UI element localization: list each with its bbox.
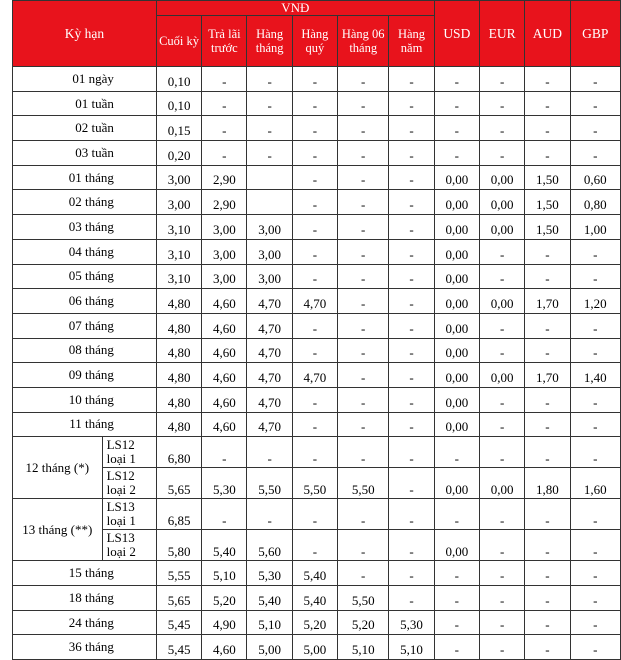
rate-cell: - — [247, 499, 292, 530]
rate-cell: - — [525, 586, 570, 611]
rate-cell: - — [247, 116, 292, 141]
rate-cell: - — [479, 91, 524, 116]
rate-cell: - — [570, 561, 620, 586]
rate-cell: 4,70 — [292, 289, 337, 314]
table-row — [13, 468, 621, 499]
rate-cell: 6,80 — [156, 437, 201, 468]
rate-cell: 1,50 — [525, 190, 570, 215]
rate-cell: - — [202, 116, 247, 141]
rate-cell: - — [389, 412, 434, 437]
rate-cell: - — [570, 264, 620, 289]
term-label: 07 tháng — [13, 313, 157, 338]
term-label: 10 tháng — [13, 387, 157, 412]
rate-cell: 4,80 — [156, 363, 201, 388]
rate-cell: - — [389, 215, 434, 240]
rate-cell: 5,40 — [292, 586, 337, 611]
rate-cell — [247, 190, 292, 215]
rate-cell: - — [525, 239, 570, 264]
rate-cell: 0,00 — [434, 363, 479, 388]
rate-cell: 4,80 — [156, 387, 201, 412]
table-row — [13, 141, 621, 166]
rate-cell: - — [202, 141, 247, 166]
rate-cell: 0,00 — [434, 338, 479, 363]
rate-cell: - — [479, 116, 524, 141]
rate-cell: - — [525, 313, 570, 338]
rate-cell: - — [292, 215, 337, 240]
rate-cell: 0,00 — [434, 313, 479, 338]
rate-cell: - — [525, 67, 570, 92]
table-row — [13, 116, 621, 141]
rate-cell: 0,10 — [156, 67, 201, 92]
rate-cell: 5,45 — [156, 610, 201, 635]
rate-cell: - — [202, 67, 247, 92]
rate-cell: - — [570, 313, 620, 338]
rate-cell: 5,30 — [202, 468, 247, 499]
rate-cell: - — [479, 561, 524, 586]
rate-cell: 1,80 — [525, 468, 570, 499]
rate-cell: 1,50 — [525, 165, 570, 190]
rate-cell: - — [525, 610, 570, 635]
rate-cell: - — [338, 165, 389, 190]
table-row — [13, 363, 621, 388]
rate-cell: 3,10 — [156, 239, 201, 264]
sub-term-label: LS12 loại 2 — [102, 468, 156, 499]
rate-cell: 5,10 — [338, 635, 389, 660]
rate-cell: 3,10 — [156, 264, 201, 289]
rate-cell: - — [389, 141, 434, 166]
rate-cell: 1,50 — [525, 215, 570, 240]
rate-cell: 0,00 — [434, 239, 479, 264]
rate-cell: 3,00 — [202, 264, 247, 289]
rate-cell: - — [338, 530, 389, 561]
rate-cell: - — [389, 561, 434, 586]
term-label: 08 tháng — [13, 338, 157, 363]
rate-cell: - — [389, 468, 434, 499]
rate-cell: 4,60 — [202, 289, 247, 314]
rate-cell: - — [292, 165, 337, 190]
rate-cell: - — [292, 313, 337, 338]
term-label: 18 tháng — [13, 586, 157, 611]
interest-rate-table — [12, 0, 621, 660]
rate-cell: 1,70 — [525, 289, 570, 314]
table-row — [13, 165, 621, 190]
rate-cell: - — [434, 635, 479, 660]
rate-cell: - — [247, 141, 292, 166]
rate-cell: 4,60 — [202, 412, 247, 437]
rate-cell: 4,70 — [247, 313, 292, 338]
rate-cell: - — [434, 141, 479, 166]
rate-cell: 5,50 — [338, 586, 389, 611]
table-row — [13, 499, 621, 530]
table-row — [13, 67, 621, 92]
rate-cell: 1,40 — [570, 363, 620, 388]
rate-cell: - — [389, 313, 434, 338]
table-row — [13, 289, 621, 314]
header-aud: AUD — [525, 1, 570, 67]
term-label: 09 tháng — [13, 363, 157, 388]
rate-cell: - — [525, 635, 570, 660]
sub-term-label: LS12 loại 1 — [102, 437, 156, 468]
rate-cell: 0,00 — [434, 412, 479, 437]
header-semiannual: Hàng 06 tháng — [338, 16, 389, 67]
rate-cell: - — [292, 239, 337, 264]
rate-cell: 4,70 — [247, 387, 292, 412]
rate-cell: 4,80 — [156, 412, 201, 437]
rate-cell: 5,30 — [389, 610, 434, 635]
rate-cell: - — [389, 116, 434, 141]
rate-cell: - — [479, 530, 524, 561]
table-row — [13, 239, 621, 264]
rate-cell: - — [338, 91, 389, 116]
header-term: Kỳ hạn — [13, 1, 157, 67]
rate-cell: 0,00 — [434, 165, 479, 190]
rate-cell: - — [389, 165, 434, 190]
rate-cell: - — [292, 91, 337, 116]
rate-cell: - — [570, 67, 620, 92]
rate-cell: 4,70 — [247, 289, 292, 314]
rate-cell: 3,00 — [247, 239, 292, 264]
term-label: 36 tháng — [13, 635, 157, 660]
rate-cell: 0,00 — [434, 264, 479, 289]
rate-cell: 0,00 — [434, 468, 479, 499]
term-label: 03 tuần — [13, 141, 157, 166]
rate-cell: - — [338, 190, 389, 215]
rate-cell: - — [389, 387, 434, 412]
rate-cell: - — [479, 313, 524, 338]
rate-cell: - — [202, 499, 247, 530]
rate-cell: - — [338, 289, 389, 314]
rate-cell: 2,90 — [202, 165, 247, 190]
term-label: 15 tháng — [13, 561, 157, 586]
rate-cell: 5,20 — [338, 610, 389, 635]
rate-cell: - — [338, 264, 389, 289]
rate-cell: - — [292, 67, 337, 92]
rate-cell: 6,85 — [156, 499, 201, 530]
term-label: 06 tháng — [13, 289, 157, 314]
rate-cell: 5,50 — [247, 468, 292, 499]
rate-cell: 0,80 — [570, 190, 620, 215]
rate-cell: - — [202, 437, 247, 468]
rate-cell: 0,10 — [156, 91, 201, 116]
rate-cell: - — [292, 530, 337, 561]
rate-cell: 0,00 — [479, 289, 524, 314]
rate-cell: 0,00 — [479, 190, 524, 215]
rate-cell: - — [338, 239, 389, 264]
rate-cell: - — [389, 190, 434, 215]
rate-cell: - — [389, 499, 434, 530]
rate-cell: 5,50 — [292, 468, 337, 499]
rate-cell: - — [525, 264, 570, 289]
rate-cell: 4,60 — [202, 635, 247, 660]
rate-cell: - — [292, 499, 337, 530]
rate-cell: - — [479, 141, 524, 166]
rate-cell: - — [338, 387, 389, 412]
rate-cell: 5,40 — [292, 561, 337, 586]
rate-cell: - — [202, 91, 247, 116]
term-label: 01 ngày — [13, 67, 157, 92]
term-label: 04 tháng — [13, 239, 157, 264]
group-term-label: 13 tháng (**) — [13, 499, 103, 561]
rate-cell: - — [338, 313, 389, 338]
rate-cell: - — [525, 437, 570, 468]
rate-cell: - — [434, 586, 479, 611]
rate-cell: - — [292, 338, 337, 363]
rate-cell: 1,00 — [570, 215, 620, 240]
rate-cell: 4,70 — [292, 363, 337, 388]
table-row — [13, 561, 621, 586]
rate-cell: - — [338, 412, 389, 437]
rate-cell: - — [570, 499, 620, 530]
rate-cell: 1,70 — [525, 363, 570, 388]
term-label: 24 tháng — [13, 610, 157, 635]
term-label: 01 tuần — [13, 91, 157, 116]
rate-cell: - — [338, 338, 389, 363]
rate-cell: - — [525, 141, 570, 166]
rate-cell: - — [292, 437, 337, 468]
header-quarterly: Hàng quý — [292, 16, 337, 67]
table-row — [13, 586, 621, 611]
table-row — [13, 215, 621, 240]
rate-cell: 0,00 — [434, 387, 479, 412]
rate-cell: - — [434, 67, 479, 92]
rate-cell: - — [292, 387, 337, 412]
rate-cell: - — [338, 116, 389, 141]
rate-cell: 4,60 — [202, 313, 247, 338]
rate-cell: - — [570, 437, 620, 468]
rate-cell: - — [570, 338, 620, 363]
rate-cell: - — [479, 67, 524, 92]
rate-cell: - — [570, 116, 620, 141]
rate-cell: - — [479, 387, 524, 412]
rate-cell: 5,80 — [156, 530, 201, 561]
rate-cell: 0,00 — [479, 165, 524, 190]
rate-cell: 4,60 — [202, 363, 247, 388]
rate-cell: 5,65 — [156, 586, 201, 611]
rate-cell: 5,45 — [156, 635, 201, 660]
rate-cell: - — [292, 116, 337, 141]
table-row — [13, 387, 621, 412]
table-row — [13, 437, 621, 468]
rate-cell: 0,00 — [479, 468, 524, 499]
header-usd: USD — [434, 1, 479, 67]
rate-cell: - — [389, 530, 434, 561]
rate-cell: 5,10 — [202, 561, 247, 586]
rate-cell: - — [479, 264, 524, 289]
header-annual: Hàng năm — [389, 16, 434, 67]
term-label: 01 tháng — [13, 165, 157, 190]
rate-cell: 5,20 — [202, 586, 247, 611]
header-vnd: VNĐ — [156, 1, 434, 16]
rate-cell: - — [338, 437, 389, 468]
rate-cell: 4,80 — [156, 338, 201, 363]
rate-cell: 3,00 — [247, 264, 292, 289]
rate-cell: 4,80 — [156, 289, 201, 314]
rate-cell: - — [570, 635, 620, 660]
rate-cell: 0,20 — [156, 141, 201, 166]
rate-cell: 5,30 — [247, 561, 292, 586]
term-label: 11 tháng — [13, 412, 157, 437]
rate-cell: - — [479, 338, 524, 363]
term-label: 03 tháng — [13, 215, 157, 240]
rate-cell: 5,50 — [338, 468, 389, 499]
rate-cell: - — [479, 412, 524, 437]
term-label: 05 tháng — [13, 264, 157, 289]
rate-cell: - — [338, 215, 389, 240]
table-row — [13, 190, 621, 215]
rate-cell: 5,60 — [247, 530, 292, 561]
rate-cell: - — [292, 264, 337, 289]
rate-cell: 3,10 — [156, 215, 201, 240]
rate-cell: - — [338, 67, 389, 92]
rate-cell: - — [525, 91, 570, 116]
rate-cell: 5,40 — [202, 530, 247, 561]
sub-term-label: LS13 loại 1 — [102, 499, 156, 530]
rate-cell: 4,70 — [247, 412, 292, 437]
rate-cell: - — [389, 338, 434, 363]
rate-cell — [247, 165, 292, 190]
rate-cell: - — [570, 530, 620, 561]
rate-cell: - — [389, 67, 434, 92]
rate-cell: - — [434, 561, 479, 586]
rate-cell: 5,20 — [292, 610, 337, 635]
rate-cell: 3,00 — [202, 215, 247, 240]
table-row — [13, 91, 621, 116]
rate-cell: - — [479, 499, 524, 530]
rate-cell: - — [338, 561, 389, 586]
rate-cell: - — [292, 141, 337, 166]
rate-cell: 4,60 — [202, 338, 247, 363]
rate-cell: - — [434, 116, 479, 141]
rate-cell: - — [338, 499, 389, 530]
rate-cell: 0,00 — [434, 530, 479, 561]
table-row — [13, 338, 621, 363]
rate-cell: - — [292, 412, 337, 437]
rate-cell: - — [247, 67, 292, 92]
rate-cell: - — [338, 141, 389, 166]
rate-cell: - — [389, 91, 434, 116]
rate-cell: 0,00 — [479, 215, 524, 240]
rate-cell: - — [479, 437, 524, 468]
term-label: 02 tháng — [13, 190, 157, 215]
rate-cell: 5,65 — [156, 468, 201, 499]
header-end-of-term: Cuối kỳ — [156, 16, 201, 67]
rate-cell: - — [434, 91, 479, 116]
rate-cell: 0,00 — [434, 215, 479, 240]
rate-cell: 1,20 — [570, 289, 620, 314]
rate-cell: - — [247, 437, 292, 468]
rate-cell: 4,80 — [156, 313, 201, 338]
table-row — [13, 264, 621, 289]
rate-cell: 5,00 — [292, 635, 337, 660]
rate-cell: - — [434, 610, 479, 635]
rate-cell: 0,00 — [434, 190, 479, 215]
rate-cell: 0,60 — [570, 165, 620, 190]
header-monthly: Hàng tháng — [247, 16, 292, 67]
rate-cell: 5,55 — [156, 561, 201, 586]
rate-cell: - — [479, 586, 524, 611]
rate-cell: 5,10 — [389, 635, 434, 660]
rate-cell: - — [389, 586, 434, 611]
rate-cell: - — [338, 363, 389, 388]
rate-cell: 0,00 — [434, 289, 479, 314]
rate-cell: 3,00 — [156, 190, 201, 215]
rate-cell: - — [525, 116, 570, 141]
rate-cell: 4,90 — [202, 610, 247, 635]
rate-cell: 3,00 — [202, 239, 247, 264]
table-row — [13, 530, 621, 561]
rate-cell: - — [389, 437, 434, 468]
rate-cell: 5,00 — [247, 635, 292, 660]
rate-cell: - — [434, 499, 479, 530]
rate-cell: - — [389, 239, 434, 264]
rate-cell: - — [525, 412, 570, 437]
rate-cell: 0,00 — [479, 363, 524, 388]
table-row — [13, 313, 621, 338]
rate-cell: 0,15 — [156, 116, 201, 141]
rate-cell: - — [570, 141, 620, 166]
rate-cell: - — [525, 499, 570, 530]
rate-cell: 1,60 — [570, 468, 620, 499]
rate-cell: - — [570, 586, 620, 611]
table-row — [13, 610, 621, 635]
rate-cell: - — [479, 610, 524, 635]
rate-cell: 4,70 — [247, 363, 292, 388]
rate-cell: 2,90 — [202, 190, 247, 215]
rate-cell: 5,10 — [247, 610, 292, 635]
rate-cell: - — [434, 437, 479, 468]
rate-cell: - — [389, 363, 434, 388]
rate-cell: - — [570, 387, 620, 412]
rate-cell: - — [247, 91, 292, 116]
rate-cell: 4,60 — [202, 387, 247, 412]
rate-cell: 5,40 — [247, 586, 292, 611]
rate-cell: - — [570, 610, 620, 635]
rate-cell: - — [570, 239, 620, 264]
rate-cell: - — [479, 635, 524, 660]
rate-cell: 4,70 — [247, 338, 292, 363]
term-label: 02 tuần — [13, 116, 157, 141]
rate-cell: 3,00 — [156, 165, 201, 190]
rate-cell: - — [292, 190, 337, 215]
rate-cell: - — [389, 264, 434, 289]
group-term-label: 12 tháng (*) — [13, 437, 103, 499]
rate-cell: - — [570, 91, 620, 116]
rate-cell: - — [525, 338, 570, 363]
rate-cell: - — [525, 561, 570, 586]
header-gbp: GBP — [570, 1, 620, 67]
header-eur: EUR — [479, 1, 524, 67]
sub-term-label: LS13 loại 2 — [102, 530, 156, 561]
table-row — [13, 412, 621, 437]
rate-cell: - — [389, 289, 434, 314]
header-prepaid: Trả lãi trước — [202, 16, 247, 67]
rate-cell: - — [525, 530, 570, 561]
rate-cell: 3,00 — [247, 215, 292, 240]
rate-cell: - — [479, 239, 524, 264]
rate-cell: - — [570, 412, 620, 437]
rate-cell: - — [525, 387, 570, 412]
